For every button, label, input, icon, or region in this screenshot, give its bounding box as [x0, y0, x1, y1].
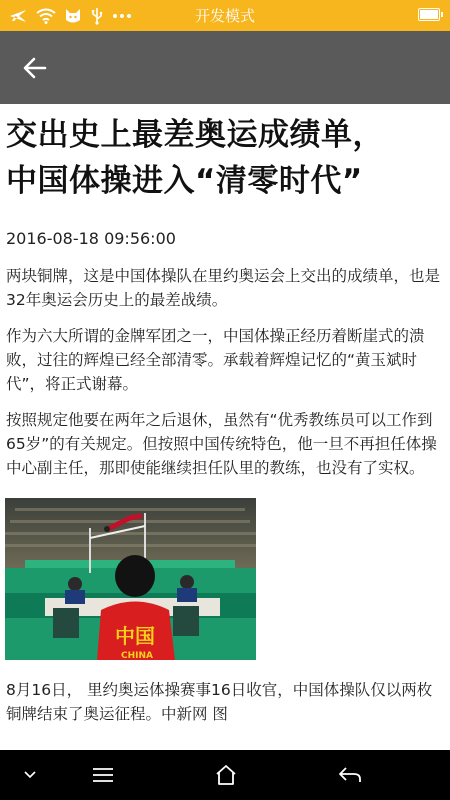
article-photo[interactable]: [5, 498, 256, 660]
article-timestamp: 2016-08-18 09:56:00: [6, 229, 176, 248]
chevron-down-icon: [23, 770, 37, 780]
back-button[interactable]: [14, 47, 56, 89]
battery-icon: [418, 8, 440, 21]
article-paragraph-2: 作为六大所谓的金牌军团之一，中国体操正经历着断崖式的溃败，过往的辉煌已经全部清零。承载着辉煌记忆的“黄玉斌时代”，将正式谢幕。: [6, 327, 425, 393]
status-bar: [0, 0, 450, 31]
arrow-left-icon: [23, 57, 47, 79]
jersey-subtext: CHINA: [121, 651, 153, 660]
status-bar-title: 开发模式: [194, 7, 255, 25]
article-paragraph-1: 两块铜牌，这是中国体操队在里约奥运会上交出的成绩单，也是32年奥运会历史上的最差战绩。: [6, 267, 441, 309]
home-icon: [214, 764, 238, 786]
collapse-button[interactable]: [0, 750, 60, 800]
menu-icon: [92, 767, 114, 783]
navigation-bar: [0, 750, 450, 800]
headline-line-1: 交出史上最差奥运成绩单，: [6, 117, 384, 153]
headline-line-2: 中国体操进入“清零时代”: [6, 163, 363, 199]
app-bar: [0, 31, 450, 104]
photo-caption: 8月16日， 里约奥运体操赛事16日收官，中国体操队仅以两枚铜牌结束了奥运征程。中新网 图: [6, 681, 433, 723]
article-paragraph-3: 按照规定他要在两年之后退休，虽然有“优秀教练员可以工作到65岁”的有关规定。但按照中国传统特色，他一旦不再担任体操中心副主任，那即使能继续担任队里的教练，也没有了实权。: [6, 411, 437, 477]
article-content[interactable]: [0, 104, 450, 750]
back-nav-button[interactable]: [320, 750, 380, 800]
back-icon: [338, 766, 362, 784]
article-headline: [6, 112, 442, 204]
jersey-text: 中国: [115, 624, 155, 648]
menu-button[interactable]: [73, 750, 133, 800]
home-button[interactable]: [196, 750, 256, 800]
